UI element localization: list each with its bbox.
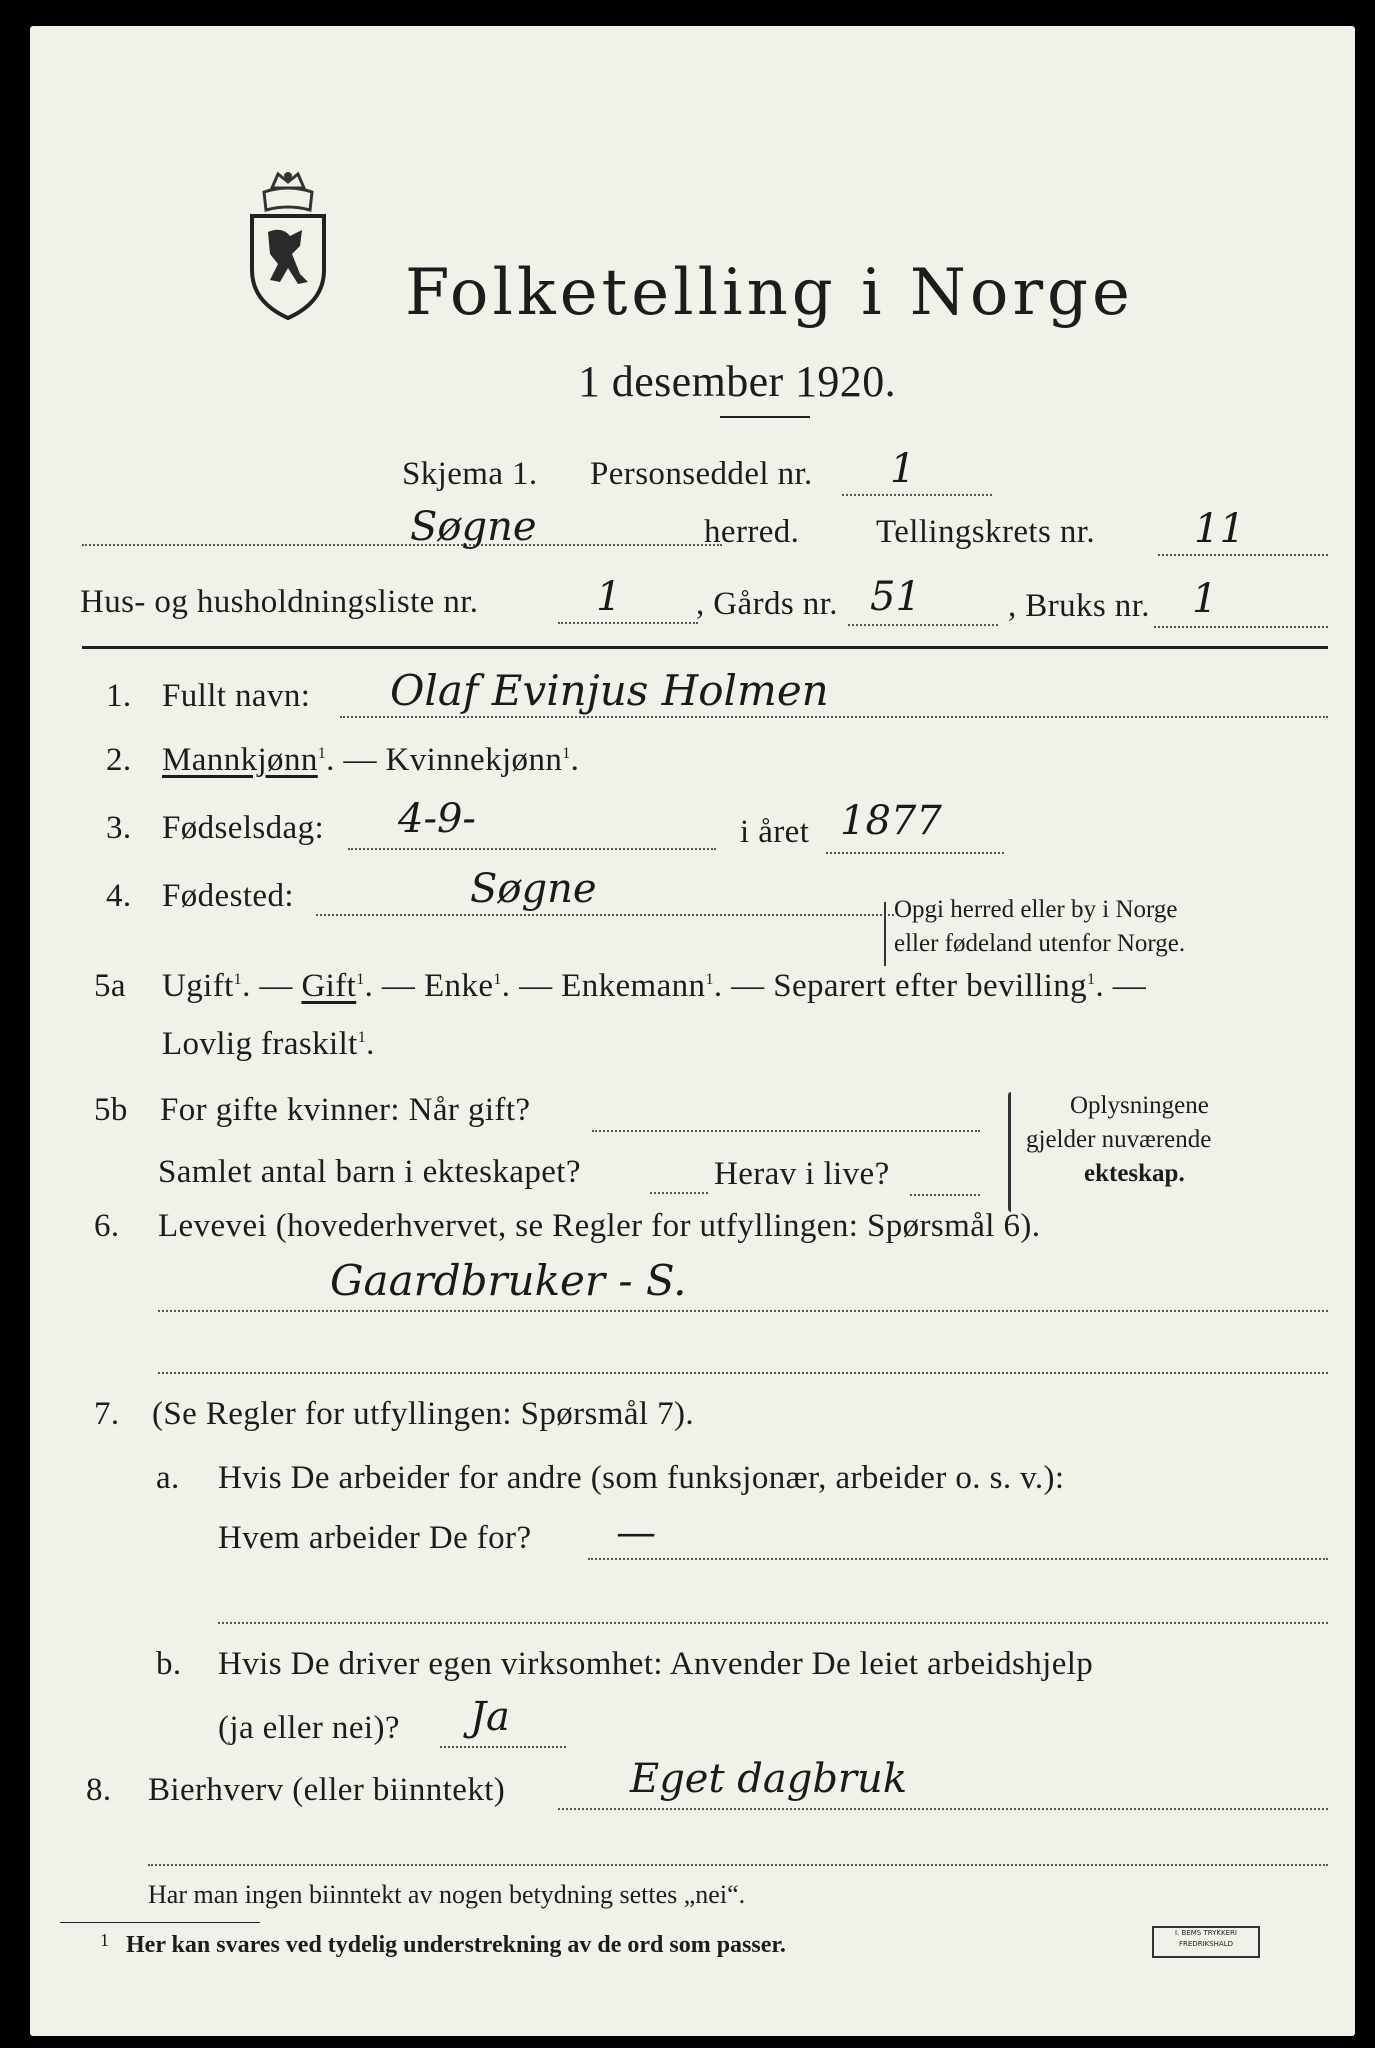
gards-label: , Gårds nr. — [696, 586, 838, 622]
q7-number: 7. — [94, 1396, 120, 1432]
q4-note-line2: eller fødeland utenfor Norge. — [894, 930, 1186, 957]
alive-line — [910, 1194, 980, 1196]
hus-value: 1 — [596, 574, 622, 620]
employer-line-2 — [218, 1622, 1328, 1624]
hire-line — [440, 1746, 566, 1748]
q5a-number: 5a — [94, 968, 126, 1004]
birthplace-value: Søgne — [470, 866, 597, 912]
option-mannkjonn: Mannkjønn — [162, 742, 318, 778]
q7b-letter: b. — [156, 1646, 182, 1682]
personseddel-label: Personseddel nr. — [590, 456, 813, 492]
q2-options: Mannkjønn$^1$. — Kvinnekjønn$^1$. — [162, 742, 580, 778]
footnote-mark: 1 — [100, 1930, 109, 1950]
personseddel-value: 1 — [890, 446, 916, 492]
children-line — [650, 1192, 708, 1194]
q7b-label: Hvis De driver egen virksomhet: Anvender De leiet arbeidshjelp — [218, 1646, 1094, 1682]
personseddel-line — [842, 494, 992, 496]
skjema-label: Skjema 1. — [402, 456, 538, 492]
q8-label: Bierhverv (eller biinntekt) — [148, 1772, 506, 1808]
footnote-rule — [60, 1922, 260, 1923]
employer-line — [588, 1558, 1328, 1560]
q7a-letter: a. — [156, 1460, 180, 1496]
year-label: i året — [740, 814, 810, 850]
employer-value: — — [616, 1510, 656, 1556]
birthday-line — [348, 848, 716, 850]
q2-number: 2. — [106, 742, 132, 778]
birthplace-line — [316, 914, 894, 916]
tellingskrets-value: 11 — [1194, 506, 1245, 552]
census-form — [30, 26, 1355, 2036]
q3-label: Fødselsdag: — [162, 810, 325, 846]
option-ugift: Ugift — [162, 968, 234, 1004]
herred-label: herred. — [704, 514, 800, 550]
header-rule — [82, 646, 1328, 649]
side-income-line — [558, 1808, 1328, 1810]
herred-line — [82, 544, 722, 546]
gards-value: 51 — [870, 574, 921, 620]
q6-label: Levevei (hovederhvervet, se Regler for utfyllingen: Spørsmål 6). — [158, 1208, 1041, 1244]
q5b-when-married-label: For gifte kvinner: Når gift? — [160, 1092, 531, 1128]
year-value: 1877 — [840, 798, 942, 844]
option-fraskilt: Lovlig fraskilt — [162, 1026, 358, 1062]
side-income-line-2 — [148, 1864, 1328, 1866]
side-income-value: Eget dagbruk — [630, 1756, 908, 1802]
q5b-brace — [1008, 1092, 1011, 1212]
q5a-options-cont: Lovlig fraskilt$^1$. — [162, 1026, 375, 1062]
q7-label: (Se Regler for utfyllingen: Spørsmål 7). — [152, 1396, 695, 1432]
q4-note-line1: Opgi herred eller by i Norge — [894, 896, 1178, 923]
form-title: Folketelling i Norge — [405, 256, 1134, 330]
q5b-number: 5b — [94, 1092, 128, 1128]
bruks-line — [1154, 626, 1328, 628]
q5b-note-line2: gjelder nuværende — [1026, 1126, 1212, 1153]
option-enke: Enke — [423, 968, 494, 1004]
q4-label: Fødested: — [162, 878, 294, 914]
q8-number: 8. — [86, 1772, 112, 1808]
q1-number: 1. — [106, 678, 132, 714]
q7a-employer-label: Hvem arbeider De for? — [218, 1520, 532, 1556]
full-name-value: Olaf Evinjus Holmen — [390, 666, 829, 715]
q1-label: Fullt navn: — [162, 678, 311, 714]
occupation-line-1 — [158, 1310, 1328, 1312]
q4-brace — [884, 902, 886, 966]
bruks-value: 1 — [1192, 576, 1218, 622]
q1-line — [340, 716, 1328, 718]
option-gift: Gift — [301, 968, 357, 1004]
coat-of-arms-icon — [242, 170, 334, 320]
q5b-children-label: Samlet antal barn i ekteskapet? — [158, 1154, 581, 1190]
q6-number: 6. — [94, 1208, 120, 1244]
q5b-alive-label: Herav i live? — [714, 1156, 890, 1192]
q5b-note-line3: ekteskap. — [1084, 1160, 1185, 1187]
hus-line — [558, 622, 698, 624]
q4-number: 4. — [106, 878, 132, 914]
option-kvinnekjonn: Kvinnekjønn — [385, 742, 563, 778]
option-enkemann: Enkemann — [561, 968, 706, 1004]
footnote-text: Her kan svares ved tydelig understrekning av de ord som passer. — [126, 1932, 786, 1958]
tellingskrets-label: Tellingskrets nr. — [876, 514, 1095, 550]
q7b-hire-label: (ja eller nei)? — [218, 1710, 400, 1746]
occupation-line-2 — [158, 1372, 1328, 1374]
census-date: 1 desember 1920. — [578, 357, 896, 406]
bruks-label: , Bruks nr. — [1008, 588, 1150, 624]
occupation-value: Gaardbruker - S. — [330, 1256, 687, 1305]
hire-value: Ja — [470, 1694, 510, 1740]
birthday-value: 4-9- — [398, 796, 476, 842]
option-separert: Separert efter bevilling — [773, 968, 1088, 1004]
gards-line — [848, 624, 998, 626]
q3-number: 3. — [106, 810, 132, 846]
q7a-label: Hvis De arbeider for andre (som funksjonær, arbeider o. s. v.): — [218, 1460, 1065, 1496]
q5b-note-line1: Oplysningene — [1070, 1092, 1209, 1119]
divider — [720, 416, 810, 418]
tellingskrets-line — [1158, 554, 1328, 556]
year-line — [826, 852, 1004, 854]
when-married-line — [592, 1130, 980, 1132]
hus-label: Hus- og husholdningsliste nr. — [80, 584, 479, 620]
printer-stamp: I. BEMS TRYKKERI FREDRIKSHALD — [1152, 1926, 1260, 1958]
q5a-options: Ugift$^1$. — Gift$^1$. — Enke$^1$. — Enkemann$^1$. — Separert efter bevilling$^1$. — — [162, 968, 1147, 1004]
herred-value: Søgne — [410, 504, 537, 550]
biinntekt-note: Har man ingen biinntekt av nogen betydning settes „nei“. — [148, 1880, 746, 1909]
